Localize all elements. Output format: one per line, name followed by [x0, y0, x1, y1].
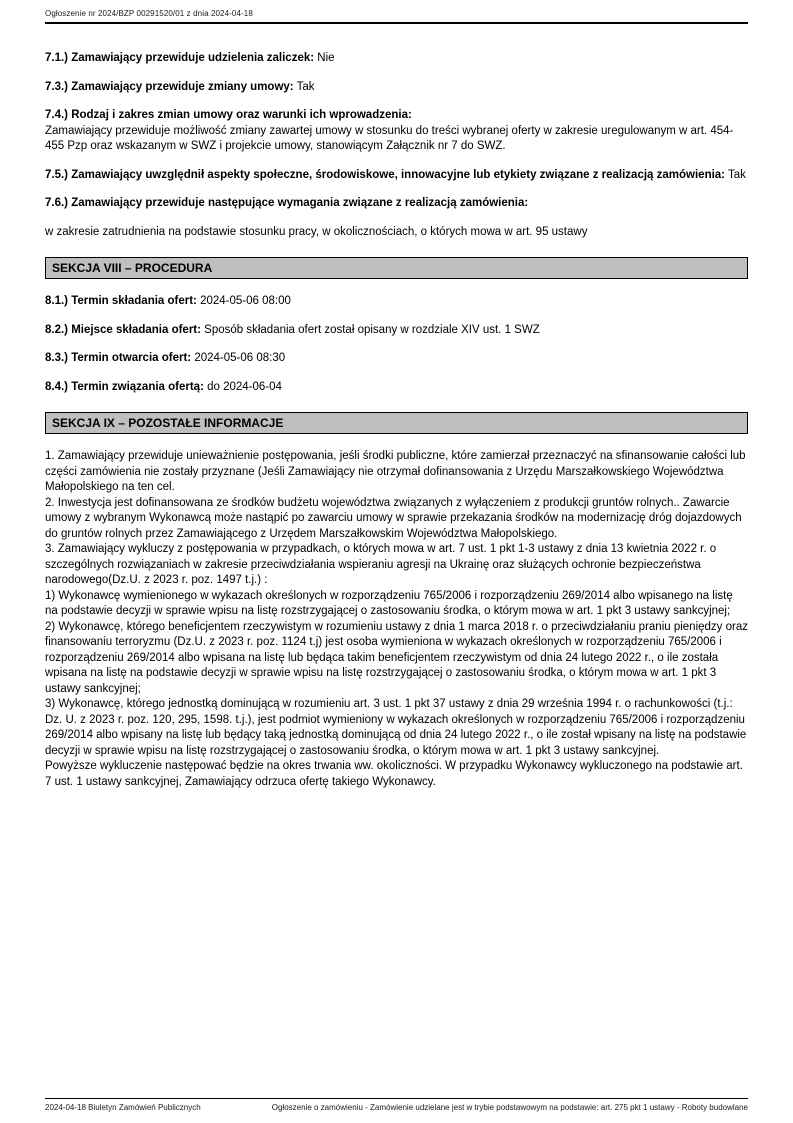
field-body-text: Zamawiający przewiduje możliwość zmiany zawartej umowy w stosunku do treści wybranej oferty w zakresie uregulowanym w art. 454-455 Pzp oraz wskazanym w SWZ i projekcie umowy, stanowiącym Załącznik nr 7 do SWZ.	[45, 124, 734, 152]
paragraph: 3. Zamawiający wykluczy z postępowania w przypadkach, o których mowa w art. 7 ust. 1 pkt 1-3 ustawy z dnia 13 kwietnia 2022 r. o szczególnych rozwiązaniach w zakresie przeciwdziałania wspieraniu agresji na Ukrainę oraz służących ochronie bezpieczeństwa narodowego(Dz.U. z 2023 r. poz. 1497 t.j.) :	[45, 543, 717, 586]
paragraph: Powyższe wykluczenie następować będzie na okres trwania ww. okoliczności. W przypadku Wykonawcy wykluczonego na podstawie art. 7 ust. 1 ustawy sankcyjnej, Zamawiający odrzuca ofertę takiego Wykonawcy.	[45, 760, 743, 788]
field-7-6-note: w zakresie zatrudnienia na podstawie stosunku pracy, w okolicznościach, o których mowa w art. 95 ustawy	[45, 225, 588, 238]
field-value: Nie	[314, 52, 335, 64]
paragraph: 1. Zamawiający przewiduje unieważnienie postępowania, jeśli środki publiczne, które zamierzał przeznaczyć na sfinansowanie całości lub części zamówienia nie zostały przyznane (Jeśli Zamawiający nie otrzymał dofinansowania z Urzędu Marszałkowskiego Województwa Małopolskiego na ten cel.	[45, 450, 746, 493]
field-7-1	[45, 51, 748, 67]
field-8-4	[45, 380, 748, 396]
header-rule	[45, 22, 748, 24]
field-7-4	[45, 108, 748, 155]
page-footer	[45, 1098, 748, 1112]
field-label: 8.2.) Miejsce składania ofert:	[45, 323, 201, 336]
field-value: Tak	[725, 168, 746, 181]
field-label: 8.1.) Termin składania ofert:	[45, 295, 197, 307]
field-value: 2024-05-06 08:00	[196, 295, 291, 307]
document-body	[45, 51, 748, 790]
field-value: do 2024-06-04	[203, 380, 282, 393]
field-7-5	[45, 168, 748, 184]
section-header-ix: SEKCJA IX – POZOSTAŁE INFORMACJE	[45, 412, 748, 434]
paragraph: 1) Wykonawcę wymienionego w wykazach określonych w rozporządzeniu 765/2006 i rozporządzeniu 269/2014 albo wpisanego na listę na podstawie decyzji w sprawie wpisu na listę rozstrzygającej o zastosowaniu środka, o którym mowa w art. 1 pkt 3 ustawy sankcyjnej;	[45, 589, 733, 617]
field-8-2	[45, 323, 748, 339]
field-7-3	[45, 80, 748, 96]
field-label: 7.6.) Zamawiający przewiduje następujące wymagania związane z realizacją zamówienia:	[45, 197, 529, 209]
field-label: 8.3.) Termin otwarcia ofert:	[45, 352, 192, 364]
paragraph: 3) Wykonawcę, którego jednostką dominującą w rozumieniu art. 3 ust. 1 pkt 37 ustawy z dnia 29 września 1994 r. o rachunkowości (t.j.: Dz. U. z 2023 r. poz. 120, 295, 1598. t.j.), jest podmiot wymieniony w wykazach określonych w rozporządzeniu 765/2006 i rozporządzeniu 269/2014 albo wpisany na listę lub będący taką jednostką dominującą od dnia 24 lutego 2022 r., o ile został wpisany na listę na podstawie decyzji w sprawie wpisu na listę rozstrzygającej o zastosowaniu środka, o którym mowa w art. 1 pkt 3 ustawy sankcyjnej.	[45, 698, 747, 757]
field-label: 7.5.) Zamawiający uwzględnił aspekty społeczne, środowiskowe, innowacyjne lub etykiety związane z realizacją zamówienia:	[45, 168, 726, 181]
field-8-1	[45, 294, 748, 310]
section-header-viii: SEKCJA VIII – PROCEDURA	[45, 257, 748, 279]
field-value: Tak	[293, 80, 315, 93]
footer-right-text: Ogłoszenie o zamówieniu - Zamówienie udzielane jest w trybie podstawowym na podstawie: art. 275 pkt 1 ustawy - Roboty budowlane	[271, 1103, 748, 1112]
field-label: 7.4.) Rodzaj i zakres zmian umowy oraz warunki ich wprowadzenia:	[45, 109, 412, 121]
section-ix-text	[45, 449, 748, 790]
notice-number-header: Ogłoszenie nr 2024/BZP 00291520/01 z dnia 2024-04-18	[45, 9, 253, 18]
field-value: Sposób składania ofert został opisany w rozdziale XIV ust. 1 SWZ	[200, 323, 540, 336]
field-7-6	[45, 196, 748, 212]
field-label: 8.4.) Termin związania ofertą:	[45, 380, 204, 393]
page-content	[45, 0, 748, 790]
field-value: 2024-05-06 08:30	[191, 352, 286, 364]
field-8-3	[45, 351, 748, 367]
paragraph: 2. Inwestycja jest dofinansowana ze środków budżetu województwa związanych z wyłączeniem z produkcji gruntów rolnych.. Zawarcie umowy z wybranym Wykonawcą może nastąpić po zawarciu umowy w sprawie przekazania środków na modernizację dróg dojazdowych do gruntów rolnych przez Zamawiającego z Urzędem Marszałkowskim Województwa Małopolskiego.	[45, 496, 742, 540]
field-label: 7.1.) Zamawiający przewiduje udzielenia zaliczek:	[45, 52, 315, 64]
footer-left-text: 2024-04-18 Biuletyn Zamówień Publicznych	[45, 1103, 201, 1112]
paragraph: 2) Wykonawcę, którego beneficjentem rzeczywistym w rozumieniu ustawy z dnia 1 marca 2018 r. o przeciwdziałaniu praniu pieniędzy oraz finansowaniu terroryzmu (Dz.U. z 2023 r. poz. 1124 t.j) jest osoba wymieniona w wykazach określonych w rozporządzeniu 765/2006 i rozporządzeniu 269/2014 albo wpisana na listę lub będąca takim beneficjentem rzeczywistym od dnia 24 lutego 2022 r., o ile została wpisana na listę na podstawie decyzji w sprawie wpisu na listę rozstrzygającej o zastosowaniu środka, o którym mowa w art. 1 pkt 3 ustawy sankcyjnej;	[45, 620, 748, 695]
field-label: 7.3.) Zamawiający przewiduje zmiany umowy:	[45, 80, 294, 93]
